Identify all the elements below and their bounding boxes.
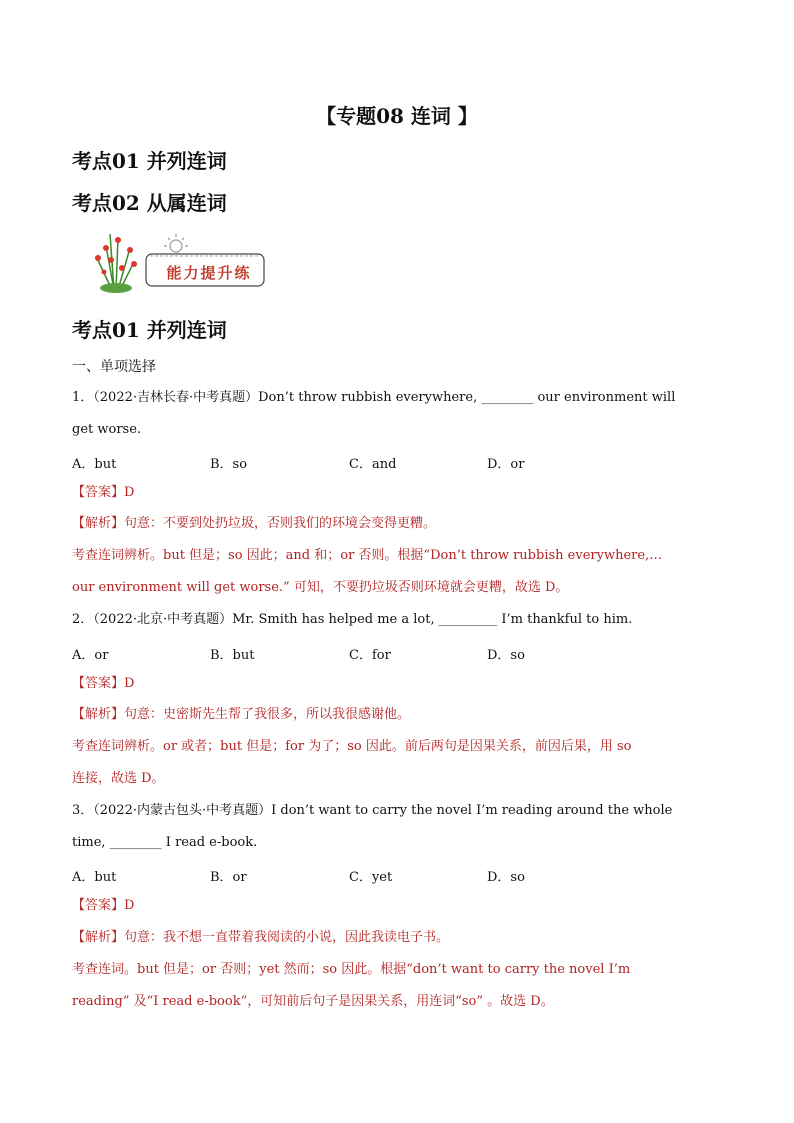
q2-option-d: D．so: [487, 648, 525, 663]
q2-analysis-line1: 【解析】句意：史密斯先生帮了我很多，所以我很感谢他。: [72, 707, 411, 722]
toc-item-2: 考点02 从属连词: [72, 191, 227, 215]
q1-answer: 【答案】D: [72, 485, 135, 500]
q3-option-a: A．but: [72, 870, 117, 885]
toc-item-1: 考点01 并列连词: [72, 149, 227, 173]
q1-analysis-line1: 【解析】句意：不要到处扔垃圾，否则我们的环境会变得更糟。: [72, 516, 437, 531]
q3-analysis-line3: reading” 及“I read e-book”，可知前后句子是因果关系，用连词“so” 。故选 D。: [72, 994, 554, 1009]
section-heading: 考点01 并列连词: [72, 318, 227, 342]
part-label: 一、单项选择: [72, 359, 156, 375]
page-title: 【专题08 连词 】: [316, 104, 478, 128]
q1-option-c: C．and: [349, 457, 397, 472]
q3-stem-line1: 3．（2022·内蒙古包头·中考真题）I don’t want to carry the novel I’m reading around the whole: [72, 803, 673, 818]
q1-analysis-line2: 考查连词辨析。but 但是；so 因此；and 和；or 否则。根据“Don’t throw rubbish everywhere,…: [72, 548, 663, 563]
q2-analysis-line2: 考查连词辨析。or 或者；but 但是；for 为了；so 因此。前后两句是因果关系，前因后果，用 so: [72, 739, 632, 754]
q2-option-b: B．but: [210, 648, 255, 663]
q1-option-b: B．so: [210, 457, 248, 472]
q2-answer: 【答案】D: [72, 676, 135, 691]
q3-analysis-line1: 【解析】句意：我不想一直带着我阅读的小说，因此我读电子书。: [72, 930, 450, 945]
banner-label: 能力提升练: [166, 264, 252, 282]
q3-analysis-line2: 考查连词。but 但是；or 否则；yet 然而；so 因此。根据“don’t want to carry the novel I’m: [72, 962, 631, 977]
flower-icon: [84, 226, 274, 294]
q2-option-a: A．or: [72, 648, 109, 663]
q1-analysis-line3: our environment will get worse.” 可知，不要扔垃圾否则环境就会更糟，故选 D。: [72, 580, 569, 595]
q2-option-c: C．for: [349, 648, 391, 663]
q3-option-d: D．so: [487, 870, 525, 885]
q3-option-c: C．yet: [349, 870, 393, 885]
q3-option-b: B．or: [210, 870, 247, 885]
q3-stem-line2: time, ________ I read e-book.: [72, 835, 258, 850]
q2-stem-line1: 2．（2022·北京·中考真题）Mr. Smith has helped me a lot, _________ I’m thankful to him.: [72, 612, 633, 627]
q3-answer: 【答案】D: [72, 898, 135, 913]
q1-analysis-meaning: [72, 514, 436, 534]
q1-option-d: D．or: [487, 457, 525, 472]
q1-stem-line1: 1．（2022·吉林长春·中考真题）Don’t throw rubbish everywhere, ________ our environment will: [72, 390, 676, 405]
q2-analysis-line3: 连接，故选 D。: [72, 771, 165, 786]
q1-stem-line2: get worse.: [72, 422, 142, 437]
ability-banner: [84, 226, 274, 294]
q1-option-a: A．but: [72, 457, 117, 472]
